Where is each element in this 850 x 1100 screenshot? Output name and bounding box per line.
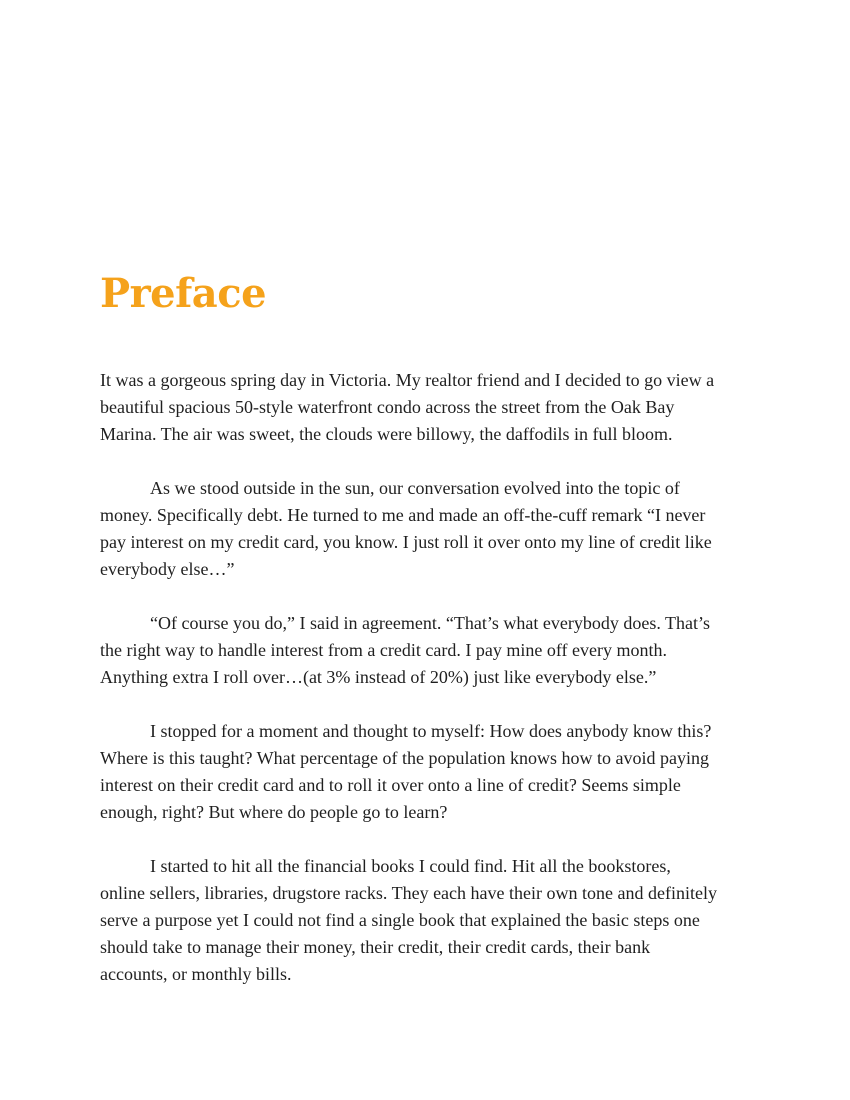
paragraph-3: [100, 610, 750, 691]
text-line: “Of course you do,” I said in agreement. “That’s what everybody does. That’s: [150, 613, 710, 633]
text-line: Where is this taught? What percentage of the population knows how to avoid paying: [100, 748, 710, 768]
paragraph-1: [100, 367, 750, 448]
text-line: accounts, or monthly bills.: [100, 964, 292, 984]
text-line: As we stood outside in the sun, our conversation evolved into the topic of: [150, 478, 680, 498]
paragraph-5: [100, 853, 750, 988]
paragraph-2: [100, 475, 750, 583]
text-line: Marina. The air was sweet, the clouds were billowy, the daffodils in full bloom.: [100, 424, 673, 444]
text-line: pay interest on my credit card, you know. I just roll it over onto my line of credit like: [100, 532, 712, 552]
text-line: everybody else…”: [100, 559, 235, 579]
text-line: enough, right? But where do people go to learn?: [100, 802, 448, 822]
text-line: I stopped for a moment and thought to myself: How does anybody know this?: [150, 721, 712, 741]
text-line: I started to hit all the financial books I could find. Hit all the bookstores,: [150, 856, 671, 876]
text-line: should take to manage their money, their credit, their credit cards, their bank: [100, 937, 651, 957]
preface-body: [100, 367, 750, 1015]
text-line: the right way to handle interest from a credit card. I pay mine off every month.: [100, 640, 667, 660]
text-line: money. Specifically debt. He turned to me and made an off-the-cuff remark “I never: [100, 505, 706, 525]
text-line: interest on their credit card and to roll it over onto a line of credit? Seems simple: [100, 775, 681, 795]
page-title: Preface: [100, 270, 267, 317]
text-line: serve a purpose yet I could not find a single book that explained the basic steps one: [100, 910, 700, 930]
text-line: online sellers, libraries, drugstore racks. They each have their own tone and definitely: [100, 883, 717, 903]
text-line: It was a gorgeous spring day in Victoria. My realtor friend and I decided to go view a: [100, 370, 715, 390]
text-line: Anything extra I roll over…(at 3% instead of 20%) just like everybody else.”: [100, 667, 657, 687]
text-line: beautiful spacious 50-style waterfront condo across the street from the Oak Bay: [100, 397, 675, 417]
paragraph-4: [100, 718, 750, 826]
